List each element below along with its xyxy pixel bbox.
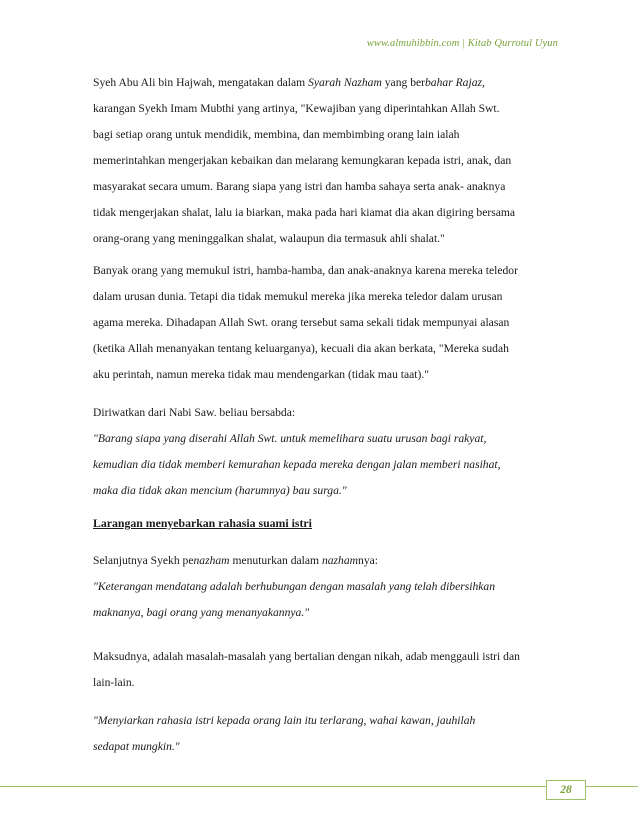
p6-quote-line-1: "Menyiarkan rahasia istri kepada orang lain itu terlarang, wahai kawan, jauhilah — [93, 714, 476, 727]
p1-line-3: bagi setiap orang untuk mendidik, membina, dan membimbing orang lain ialah — [93, 128, 460, 141]
paragraph-3 — [93, 400, 553, 504]
p4-line-1 — [93, 548, 553, 574]
p1-line-4: memerintahkan mengerjakan kebaikan dan melarang kemungkaran kepada istri, anak, dan — [93, 154, 512, 167]
p1-term-syarah-nazham: Syarah Nazham — [308, 76, 382, 89]
p6-quote-line-2: sedapat mungkin." — [93, 740, 180, 753]
p5-line-1: Maksudnya, adalah masalah-masalah yang bertalian dengan nikah, adab menggauli istri dan — [93, 650, 520, 663]
p2-line-3: agama mereka. Dihadapan Allah Swt. orang tersebut sama sekali tidak mempunyai alasan — [93, 316, 510, 329]
running-header: www.almuhibbin.com | Kitab Qurrotul Uyun — [366, 38, 558, 49]
p4-quote-line-2: maknanya, bagi orang yang menanyakannya." — [93, 606, 310, 619]
p1-line-7: orang-orang yang meninggalkan shalat, walaupun dia termasuk ahli shalat." — [93, 232, 445, 245]
p2-line-2: dalam urusan dunia. Tetapi dia tidak memukul mereka jika mereka teledor dalam urusan — [93, 290, 503, 303]
hadith-quote-line-3: maka dia tidak akan mencium (harumnya) bau surga." — [93, 484, 347, 497]
p1-line-1 — [93, 70, 553, 96]
paragraph-6 — [93, 708, 553, 760]
p4-line-1c: menuturkan dalam — [229, 554, 322, 567]
hadith-quote-line-2: kemudian dia tidak memberi kemurahan kepada mereka dengan jalan memberi nasihat, — [93, 458, 501, 471]
p3-line-1: Diriwatkan dari Nabi Saw. beliau bersabda: — [93, 406, 296, 419]
p1-line-2: karangan Syekh Imam Mubthi yang artinya, "Kewajiban yang diperintahkan Allah Swt. — [93, 102, 500, 115]
paragraph-5 — [93, 644, 553, 696]
p4-line-1a: Selanjutnya Syekh pe — [93, 554, 194, 567]
p2-line-5: aku perintah, namun mereka tidak mau mendengarkan (tidak mau taat)." — [93, 368, 429, 381]
p1-term-bahar-rajaz: bahar Rajaz, — [425, 76, 485, 89]
p4-term-nazham-1: nazham — [193, 554, 230, 567]
section-heading: Larangan menyebarkan rahasia suami istri — [93, 516, 312, 530]
p1-line-6: tidak mengerjakan shalat, lalu ia biarkan, maka pada hari kiamat dia akan digiring bersama — [93, 206, 516, 219]
p1-line-5: masyarakat secara umum. Barang siapa yang istri dan hamba sahaya serta anak- anaknya — [93, 180, 506, 193]
p5-line-2: lain-lain. — [93, 676, 135, 689]
p4-line-1e: nya: — [358, 554, 378, 567]
paragraph-2 — [93, 258, 553, 388]
p4-term-nazham-2: nazham — [321, 554, 359, 567]
page-body — [93, 70, 553, 760]
p4-quote-line-1: "Keterangan mendatang adalah berhubungan dengan masalah yang telah dibersihkan — [93, 580, 496, 593]
paragraph-1 — [93, 70, 553, 252]
hadith-quote-line-1: "Barang siapa yang diserahi Allah Swt. untuk memelihara suatu urusan bagi rakyat, — [93, 432, 487, 445]
p2-line-4: (ketika Allah menanyakan tentang keluarganya), kecuali dia akan berkata, "Mereka sudah — [93, 342, 509, 355]
paragraph-4 — [93, 548, 553, 626]
footer-rule — [0, 786, 638, 787]
p1-line-1c: yang ber — [381, 76, 425, 89]
p2-line-1: Banyak orang yang memukul istri, hamba-hamba, dan anak-anaknya karena mereka teledor — [93, 264, 518, 277]
p1-line-1a: Syeh Abu Ali bin Hajwah, mengatakan dalam — [93, 76, 309, 89]
page-number: 28 — [546, 780, 586, 800]
